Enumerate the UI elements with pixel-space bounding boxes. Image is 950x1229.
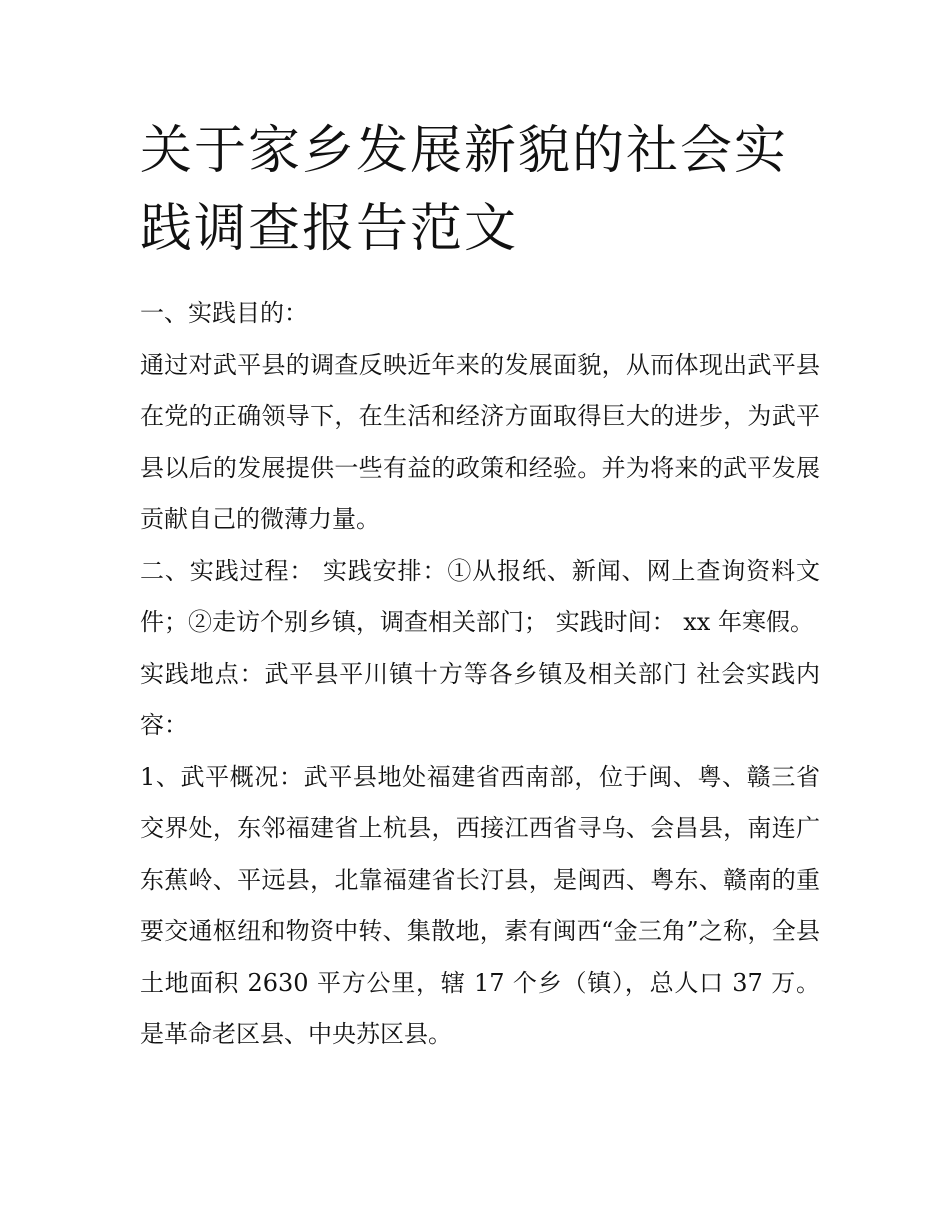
document-title: 关于家乡发展新貌的社会实践调查报告范文 <box>140 121 789 259</box>
paragraph-location: 实践地点：武平县平川镇十方等各乡镇及相关部门 社会实践内容： <box>140 659 820 739</box>
paragraph-overview: 1、武平概况：武平县地处福建省西南部，位于闽、粤、赣三省交界处，东邻福建省上杭县，西接江西省寻乌、会昌县，南连广东蕉岭、平远县，北靠福建省长汀县，是闽西、粤东、赣南的重要交通枢纽和物资中转、集散地，素有闽西“金三角”之称，全县土地面积 2630 平方公里，辖 17 个乡（镇），总人口 37 万。是革命老区县、中央苏区县。 <box>140 762 820 1048</box>
paragraph-process: 二、实践过程： 实践安排：①从报纸、新闻、网上查询资料文件；②走访个别乡镇，调查相关部门； 实践时间： xx 年寒假。 <box>140 556 820 636</box>
paragraph-purpose: 通过对武平县的调查反映近年来的发展面貌，从而体现出武平县在党的正确领导下，在生活和经济方面取得巨大的进步，为武平县以后的发展提供一些有益的政策和经验。并为将来的武平发展贡献自己的微薄力量。 <box>140 350 820 533</box>
document-body <box>140 288 820 1061</box>
section-heading-purpose: 一、实践目的： <box>140 299 308 327</box>
document-page <box>140 112 820 1061</box>
